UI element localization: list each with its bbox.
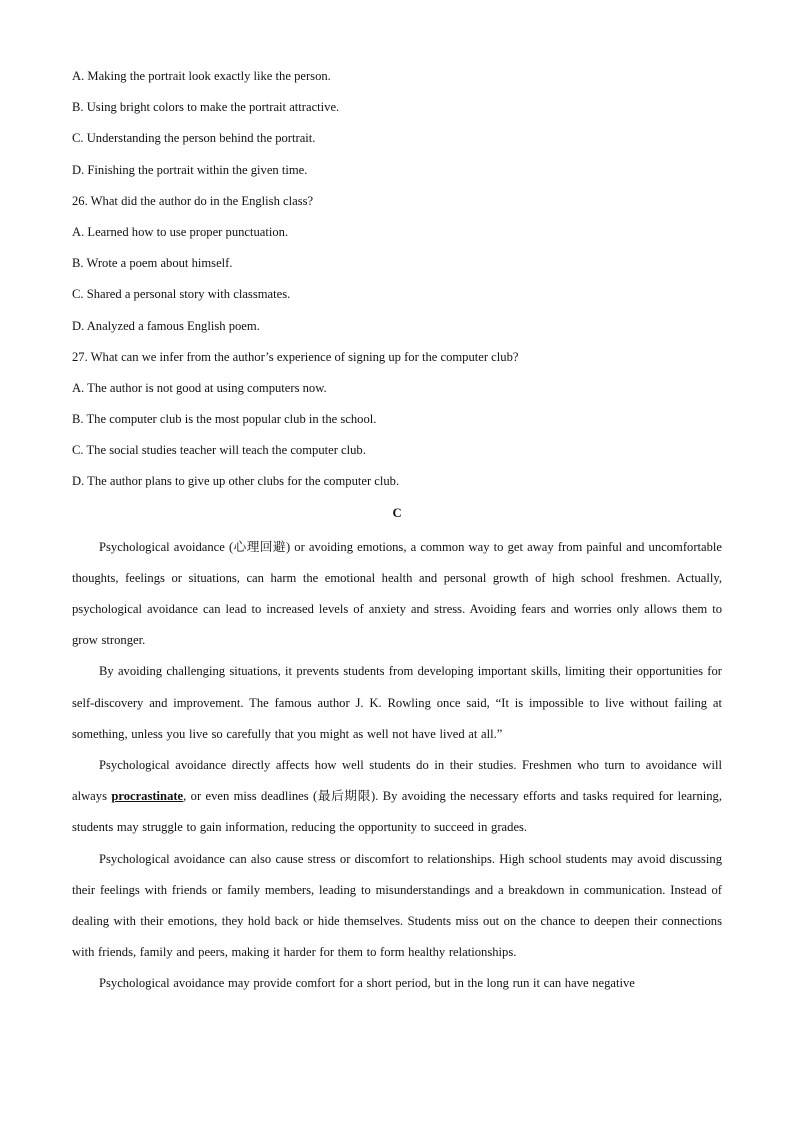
option-26-d: D. Analyzed a famous English poem. <box>72 318 260 333</box>
option-26-b: B. Wrote a poem about himself. <box>72 256 233 271</box>
option-27-b: B. The computer club is the most popular club in the school. <box>72 412 377 427</box>
option-25-a: A. Making the portrait look exactly like the person. <box>72 69 331 83</box>
question-26 <box>72 189 722 345</box>
option-25-b: B. Using bright colors to make the portrait attractive. <box>72 100 340 115</box>
paragraph-3-text-before: Psychological avoidance directly affects how well students do in their studies. Freshmen who turn to avoidance will always <box>72 758 722 804</box>
paragraph-4-text: Psychological avoidance can also cause stress or discomfort to relationships. High school students may avoid discussing their feelings with friends or family members, leading to misunderstandings and a breakdown in communication. Instead of dealing with their emotions, they hold back or hide themselves. Students miss out on the chance to deepen their connections with friends, family and peers, making it harder for them to form healthy relationships. <box>72 851 722 960</box>
passage-paragraph-1 <box>72 532 722 657</box>
passage-paragraph-5 <box>72 968 722 999</box>
question-26-stem: 26. What did the author do in the English class? <box>72 193 314 208</box>
question-27 <box>72 345 722 501</box>
passage-paragraph-2 <box>72 656 722 750</box>
question-27-stem: 27. What can we infer from the author’s experience of signing up for the computer club? <box>72 349 519 364</box>
option-27-a: A. The author is not good at using computers now. <box>72 380 327 395</box>
document-page <box>72 64 722 1000</box>
paragraph-1-text: Psychological avoidance (心理回避) or avoiding emotions, a common way to get away from painful and uncomfortable thoughts, feelings or situations, can harm the emotional health and personal growth of high school freshmen. Actually, psychological avoidance can lead to increased levels of anxiety and stress. Avoiding fears and worries only allows them to grow stronger. <box>72 539 722 648</box>
passage-paragraph-4 <box>72 844 722 969</box>
option-25-d: D. Finishing the portrait within the given time. <box>72 162 308 177</box>
passage-section-label: C <box>392 505 402 520</box>
question-25-options <box>72 64 722 189</box>
paragraph-2-text: By avoiding challenging situations, it prevents students from developing important skills, limiting their opportunities for self-discovery and improvement. The famous author J. K. Rowling once said, “It is impossible to live without failing at something, unless you live so carefully that you might as well not have lived at all.” <box>72 664 722 741</box>
paragraph-3-text-after: , or even miss deadlines (最后期限). By avoiding the necessary efforts and tasks required for learning, students may struggle to gain information, reducing the opportunity to succeed in grades. <box>72 789 722 835</box>
reading-passage <box>72 532 722 1000</box>
option-26-c: C. Shared a personal story with classmates. <box>72 287 291 302</box>
option-25-c: C. Understanding the person behind the portrait. <box>72 131 316 146</box>
paragraph-5-text: Psychological avoidance may provide comfort for a short period, but in the long run it can have negative <box>99 976 635 991</box>
option-27-c: C. The social studies teacher will teach the computer club. <box>72 443 366 458</box>
option-27-d: D. The author plans to give up other clubs for the computer club. <box>72 474 400 489</box>
option-26-a: A. Learned how to use proper punctuation. <box>72 224 289 239</box>
vocab-word-procrastinate: procrastinate <box>111 789 184 804</box>
passage-paragraph-3 <box>72 750 722 844</box>
